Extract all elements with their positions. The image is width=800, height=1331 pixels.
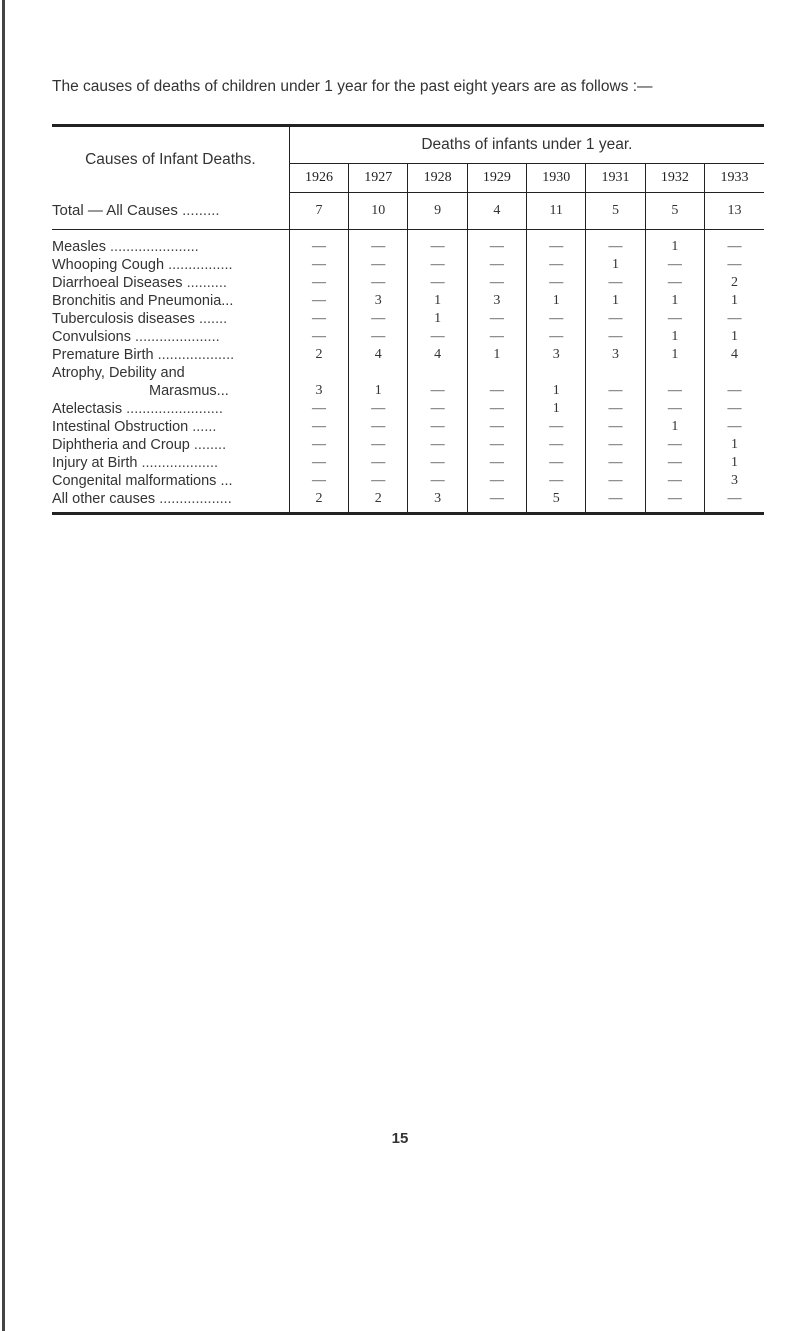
table-row xyxy=(52,230,764,257)
value-cell-1933: 13 xyxy=(704,193,764,230)
value-cell-1928: — xyxy=(408,400,467,418)
value-cell-1928: — xyxy=(408,274,467,292)
value-cell-1928: 3 xyxy=(408,490,467,514)
cause-label-text: Whooping Cough xyxy=(52,257,165,273)
value-cell-1928: — xyxy=(408,418,467,436)
cause-label-text: Atelectasis xyxy=(52,401,123,417)
cause-label xyxy=(52,256,289,274)
value-cell-1931: — xyxy=(586,328,645,346)
value-cell-1931: 5 xyxy=(586,193,645,230)
value-cell-1932: — xyxy=(645,382,704,400)
table-row xyxy=(52,436,764,454)
table-row xyxy=(52,310,764,328)
value-cell-1930: 1 xyxy=(527,292,586,310)
value-cell-1930: — xyxy=(527,230,586,257)
value-cell-1927: 10 xyxy=(349,193,408,230)
value-cell-1930: 11 xyxy=(527,193,586,230)
value-cell-1931: 1 xyxy=(586,256,645,274)
infant-deaths-table xyxy=(52,124,764,515)
value-cell-1933: 2 xyxy=(704,274,764,292)
year-header-1928: 1928 xyxy=(408,164,467,193)
cause-label xyxy=(52,193,289,230)
value-cell-1929: — xyxy=(467,436,526,454)
value-cell-1931: — xyxy=(586,310,645,328)
value-cell-1927: — xyxy=(349,418,408,436)
value-cell-1929: — xyxy=(467,472,526,490)
value-cell-1933: 1 xyxy=(704,328,764,346)
cause-label-text: Atrophy, Debility and xyxy=(52,365,185,381)
value-cell-1930: 5 xyxy=(527,490,586,514)
value-cell-1928: — xyxy=(408,436,467,454)
value-cell-1933: — xyxy=(704,400,764,418)
value-cell-1926: — xyxy=(289,292,348,310)
value-cell-1931: — xyxy=(586,436,645,454)
value-cell-1932: — xyxy=(645,436,704,454)
year-header-1933: 1933 xyxy=(704,164,764,193)
value-cell-1928: — xyxy=(408,472,467,490)
value-cell-1931: — xyxy=(586,230,645,257)
value-cell-1932: 1 xyxy=(645,328,704,346)
value-cell-1929: — xyxy=(467,256,526,274)
value-cell-1926: — xyxy=(289,230,348,257)
table-row xyxy=(52,346,764,364)
cause-label-text: Total — All Causes xyxy=(52,202,178,220)
table-row xyxy=(52,292,764,310)
value-cell-1930: 1 xyxy=(527,382,586,400)
value-cell-1926: — xyxy=(289,256,348,274)
cause-label-text: Convulsions xyxy=(52,329,131,345)
leader-dots: ..................... xyxy=(135,329,220,345)
value-cell-1933: — xyxy=(704,310,764,328)
cause-label-text: Premature Birth xyxy=(52,347,154,363)
value-cell-1930: — xyxy=(527,274,586,292)
value-cell-1932: 1 xyxy=(645,230,704,257)
value-cell-1928: — xyxy=(408,230,467,257)
empty-cell xyxy=(349,364,408,382)
cause-label xyxy=(52,364,289,382)
value-cell-1928: 4 xyxy=(408,346,467,364)
cause-label xyxy=(52,400,289,418)
value-cell-1926: 2 xyxy=(289,346,348,364)
cause-label xyxy=(52,346,289,364)
value-cell-1931: 1 xyxy=(586,292,645,310)
value-cell-1928: — xyxy=(408,382,467,400)
value-cell-1932: — xyxy=(645,274,704,292)
value-cell-1930: — xyxy=(527,256,586,274)
cause-label-text: Diarrhoeal Diseases xyxy=(52,275,183,291)
year-header-1930: 1930 xyxy=(527,164,586,193)
value-cell-1931: — xyxy=(586,454,645,472)
value-cell-1930: — xyxy=(527,454,586,472)
value-cell-1933: 1 xyxy=(704,436,764,454)
table-row-continuation xyxy=(52,382,764,400)
value-cell-1926: 3 xyxy=(289,382,348,400)
value-cell-1926: 2 xyxy=(289,490,348,514)
value-cell-1926: — xyxy=(289,310,348,328)
value-cell-1927: — xyxy=(349,454,408,472)
leader-dots: ........................ xyxy=(126,401,223,417)
leader-dots: ...................... xyxy=(110,239,199,255)
empty-cell xyxy=(645,364,704,382)
leader-dots: ................... xyxy=(157,347,235,363)
year-header-1926: 1926 xyxy=(289,164,348,193)
value-cell-1927: 4 xyxy=(349,346,408,364)
value-cell-1932: — xyxy=(645,490,704,514)
table-row xyxy=(52,274,764,292)
page-number: 15 xyxy=(391,1130,409,1147)
value-cell-1930: — xyxy=(527,436,586,454)
table-row xyxy=(52,364,764,382)
table-row xyxy=(52,400,764,418)
value-cell-1932: — xyxy=(645,454,704,472)
value-cell-1926: — xyxy=(289,418,348,436)
value-cell-1933: 4 xyxy=(704,346,764,364)
value-cell-1930: — xyxy=(527,328,586,346)
leader-dots: .................. xyxy=(159,491,232,507)
year-header-1932: 1932 xyxy=(645,164,704,193)
leader-dots: ................... xyxy=(141,455,218,471)
value-cell-1932: 1 xyxy=(645,346,704,364)
value-cell-1928: 1 xyxy=(408,292,467,310)
value-cell-1927: — xyxy=(349,256,408,274)
value-cell-1932: — xyxy=(645,400,704,418)
cause-label xyxy=(52,454,289,472)
cause-label xyxy=(52,274,289,292)
cause-label xyxy=(52,230,289,257)
cause-label xyxy=(52,418,289,436)
value-cell-1933: — xyxy=(704,382,764,400)
value-cell-1927: — xyxy=(349,436,408,454)
value-cell-1932: 1 xyxy=(645,292,704,310)
value-cell-1929: — xyxy=(467,400,526,418)
value-cell-1929: — xyxy=(467,310,526,328)
value-cell-1930: — xyxy=(527,418,586,436)
empty-cell xyxy=(289,364,348,382)
cause-label-text: Diphtheria and Croup xyxy=(52,437,190,453)
cause-label xyxy=(52,490,289,514)
value-cell-1930: 1 xyxy=(527,400,586,418)
cause-label-text: Intestinal Obstruction xyxy=(52,419,189,435)
value-cell-1930: — xyxy=(527,472,586,490)
value-cell-1927: — xyxy=(349,472,408,490)
value-cell-1931: — xyxy=(586,382,645,400)
empty-cell xyxy=(408,364,467,382)
cause-label-continuation: Marasmus... xyxy=(149,383,229,399)
value-cell-1929: — xyxy=(467,328,526,346)
value-cell-1926: — xyxy=(289,454,348,472)
cause-label-text: Bronchitis and Pneumonia... xyxy=(52,293,234,309)
value-cell-1931: — xyxy=(586,400,645,418)
value-cell-1931: — xyxy=(586,490,645,514)
cause-label xyxy=(52,292,289,310)
value-cell-1927: — xyxy=(349,230,408,257)
value-cell-1931: — xyxy=(586,274,645,292)
cause-label-text: Measles xyxy=(52,239,106,255)
value-cell-1926: — xyxy=(289,274,348,292)
cause-label-text: Congenital malformations ... xyxy=(52,473,233,489)
table-row xyxy=(52,490,764,514)
value-cell-1927: 2 xyxy=(349,490,408,514)
value-cell-1928: — xyxy=(408,256,467,274)
value-cell-1926: 7 xyxy=(289,193,348,230)
value-cell-1932: 1 xyxy=(645,418,704,436)
value-cell-1927: — xyxy=(349,328,408,346)
value-cell-1929: — xyxy=(467,454,526,472)
value-cell-1933: — xyxy=(704,230,764,257)
empty-cell xyxy=(467,364,526,382)
value-cell-1926: — xyxy=(289,436,348,454)
leader-dots: ................ xyxy=(168,257,233,273)
cause-label-text: Injury at Birth xyxy=(52,455,138,471)
cause-column-header: Causes of Infant Deaths. xyxy=(85,150,256,168)
cause-label xyxy=(52,436,289,454)
value-cell-1930: 3 xyxy=(527,346,586,364)
value-cell-1930: — xyxy=(527,310,586,328)
year-header-1931: 1931 xyxy=(586,164,645,193)
value-cell-1928: — xyxy=(408,328,467,346)
value-cell-1931: 3 xyxy=(586,346,645,364)
value-cell-1929: — xyxy=(467,230,526,257)
cause-label-text: Tuberculosis diseases xyxy=(52,311,195,327)
table-row xyxy=(52,472,764,490)
value-cell-1929: — xyxy=(467,490,526,514)
value-cell-1933: 1 xyxy=(704,454,764,472)
value-cell-1926: — xyxy=(289,328,348,346)
empty-cell xyxy=(527,364,586,382)
value-cell-1929: — xyxy=(467,418,526,436)
value-cell-1933: 3 xyxy=(704,472,764,490)
table-row xyxy=(52,454,764,472)
leader-dots: .......... xyxy=(186,275,227,291)
table-row xyxy=(52,418,764,436)
table-row xyxy=(52,328,764,346)
value-cell-1929: 4 xyxy=(467,193,526,230)
deaths-group-header: Deaths of infants under 1 year. xyxy=(289,126,764,164)
cause-label-text: All other causes xyxy=(52,491,156,507)
total-row xyxy=(52,193,764,230)
leader-dots: ......... xyxy=(182,202,220,220)
table-row xyxy=(52,256,764,274)
year-header-1929: 1929 xyxy=(467,164,526,193)
empty-cell xyxy=(704,364,764,382)
empty-cell xyxy=(586,364,645,382)
value-cell-1929: — xyxy=(467,382,526,400)
table-body xyxy=(52,193,764,514)
value-cell-1928: 9 xyxy=(408,193,467,230)
value-cell-1927: — xyxy=(349,274,408,292)
value-cell-1928: — xyxy=(408,454,467,472)
value-cell-1932: — xyxy=(645,256,704,274)
intro-paragraph: The causes of deaths of children under 1 year for the past eight years are as follows :— xyxy=(52,77,653,95)
cause-label xyxy=(52,310,289,328)
value-cell-1933: 1 xyxy=(704,292,764,310)
leader-dots: ........ xyxy=(193,437,227,453)
value-cell-1927: — xyxy=(349,400,408,418)
value-cell-1929: 1 xyxy=(467,346,526,364)
value-cell-1933: — xyxy=(704,256,764,274)
value-cell-1926: — xyxy=(289,400,348,418)
value-cell-1932: 5 xyxy=(645,193,704,230)
value-cell-1932: — xyxy=(645,472,704,490)
value-cell-1931: — xyxy=(586,472,645,490)
value-cell-1933: — xyxy=(704,490,764,514)
value-cell-1927: — xyxy=(349,310,408,328)
leader-dots: ....... xyxy=(198,311,228,327)
value-cell-1929: — xyxy=(467,274,526,292)
cause-label xyxy=(52,328,289,346)
value-cell-1932: — xyxy=(645,310,704,328)
value-cell-1931: — xyxy=(586,418,645,436)
value-cell-1927: 3 xyxy=(349,292,408,310)
value-cell-1926: — xyxy=(289,472,348,490)
value-cell-1929: 3 xyxy=(467,292,526,310)
cause-label xyxy=(52,472,289,490)
year-header-1927: 1927 xyxy=(349,164,408,193)
leader-dots: ...... xyxy=(192,419,217,435)
value-cell-1933: — xyxy=(704,418,764,436)
value-cell-1927: 1 xyxy=(349,382,408,400)
value-cell-1928: 1 xyxy=(408,310,467,328)
